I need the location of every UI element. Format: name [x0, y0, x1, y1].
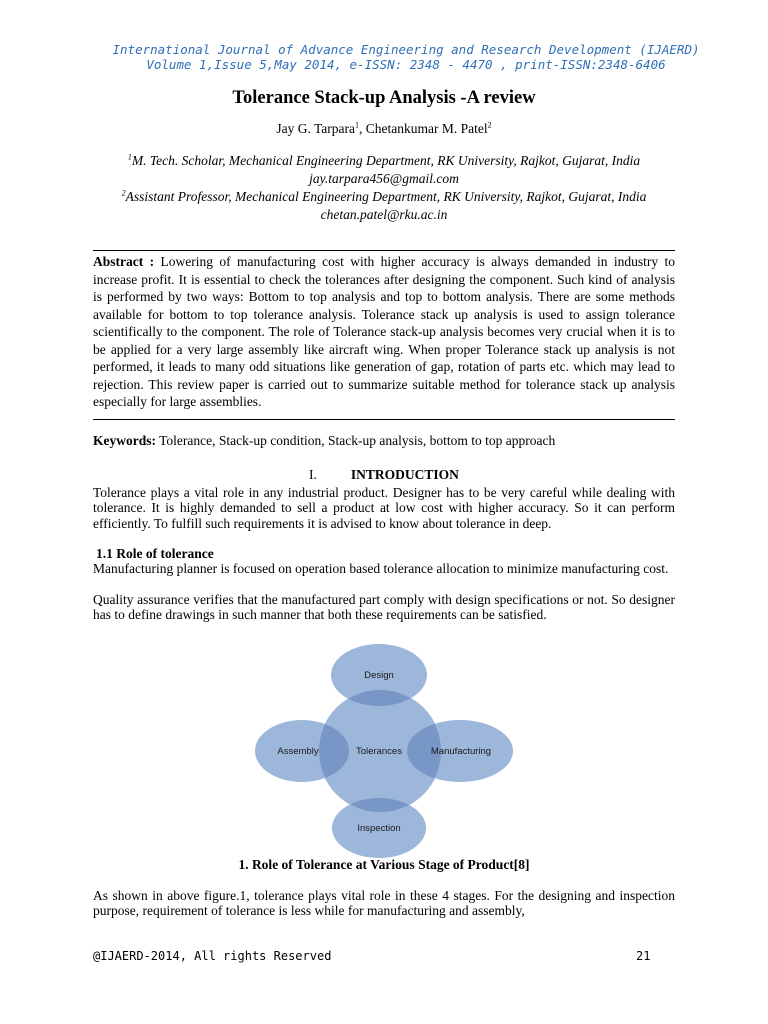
journal-name: International Journal of Advance Engineering and Research Development (IJAERD) [112, 42, 700, 57]
section-number: I. [309, 467, 317, 482]
intro-paragraph: Tolerance plays a vital role in any industrial product. Designer has to be very careful while dealing with tolerance. It is highly demanded to sell a product at low cost with higher accuracy. So it can perform efficiently. To fulfill such requirements it is advised to know about tolerance in deep. [93, 485, 675, 531]
journal-header [0, 42, 768, 72]
diagram-svg [255, 643, 515, 858]
author-2: Chetankumar M. Patel [365, 121, 488, 136]
author-1-sup: 1 [355, 120, 360, 130]
subsection-paragraph-1: Manufacturing planner is focused on operation based tolerance allocation to minimize manufacturing cost. [93, 561, 669, 576]
role-of-tolerance-diagram [255, 643, 515, 858]
section-title: INTRODUCTION [350, 467, 459, 482]
footer-copyright: @IJAERD-2014, All rights Reserved [93, 949, 332, 963]
abstract-top-rule [93, 250, 675, 251]
closing-paragraph: As shown in above figure.1, tolerance plays vital role in these 4 stages. For the designing and inspection purpose, requirement of tolerance is less while for manufacturing and assembly, [93, 888, 675, 919]
abstract [93, 253, 675, 411]
affiliation-1-sup: 1 [127, 152, 132, 162]
section-heading [93, 467, 675, 483]
affiliation-1-email: jay.tarpara456@gmail.com [309, 170, 459, 186]
paper-title: Tolerance Stack-up Analysis -A review [232, 88, 536, 108]
affiliation-2 [60, 188, 708, 223]
affiliation-2-sup: 2 [121, 188, 126, 198]
affiliation-2-email: chetan.patel@rku.ac.in [320, 206, 448, 222]
author-list [0, 121, 768, 137]
design-label: Design [364, 670, 394, 681]
author-1: Jay G. Tarpara [276, 121, 356, 136]
manufacturing-label: Manufacturing [430, 746, 492, 757]
figure-caption: 1. Role of Tolerance at Various Stage of Product[8] [238, 857, 530, 872]
subsection-title: 1.1 Role of tolerance [96, 546, 214, 561]
abstract-bottom-rule [93, 419, 675, 420]
page-number: 21 [636, 949, 651, 963]
abstract-text: Lowering of manufacturing cost with higher accuracy is always demanded in industry to increase profit. It is essential to check the tolerances after designing the component. Such kind of analysis is performed by two ways: Bottom to top analysis and top to bottom analysis. There are some methods available for bottom to top tolerance analysis. Tolerance stack up analysis is used to assign tolerance scientifically to the component. The role of Tolerance stack-up analysis becomes very crucial when it is to be applied for a very large assembly like aircraft wing. When proper Tolerance stack up analysis is not performed, it leads to many odd situations like generation of gap, rotation of parts etc. which may lead to rejection. This review paper is carried out to summarize suitable method for tolerance stack up analysis especially for large assemblies. [93, 254, 675, 409]
subsection-paragraph-2: Quality assurance verifies that the manufactured part comply with design specifications or not. So designer has to define drawings in such manner that both these requirements can be satisfied. [93, 592, 675, 623]
inspection-label: Inspection [357, 823, 401, 834]
affiliation-1-text: M. Tech. Scholar, Mechanical Engineering Department, RK University, Rajkot, Gujarat, India [131, 153, 641, 168]
journal-issue: Volume 1,Issue 5,May 2014, e-ISSN: 2348 - 4470 , print-ISSN:2348-6406 [146, 57, 666, 72]
keywords [93, 432, 675, 450]
affiliation-1 [60, 152, 708, 187]
keywords-text: Tolerance, Stack-up condition, Stack-up analysis, bottom to top approach [156, 433, 556, 448]
tolerances-label: Tolerances [356, 746, 402, 757]
assembly-label: Assembly [277, 746, 319, 757]
author-2-sup: 2 [487, 120, 492, 130]
author-separator: , [359, 121, 366, 136]
abstract-label: Abstract : [93, 254, 155, 269]
keywords-label: Keywords: [93, 433, 156, 448]
affiliation-2-text: Assistant Professor, Mechanical Engineering Department, RK University, Rajkot, Gujarat, India [125, 189, 647, 204]
